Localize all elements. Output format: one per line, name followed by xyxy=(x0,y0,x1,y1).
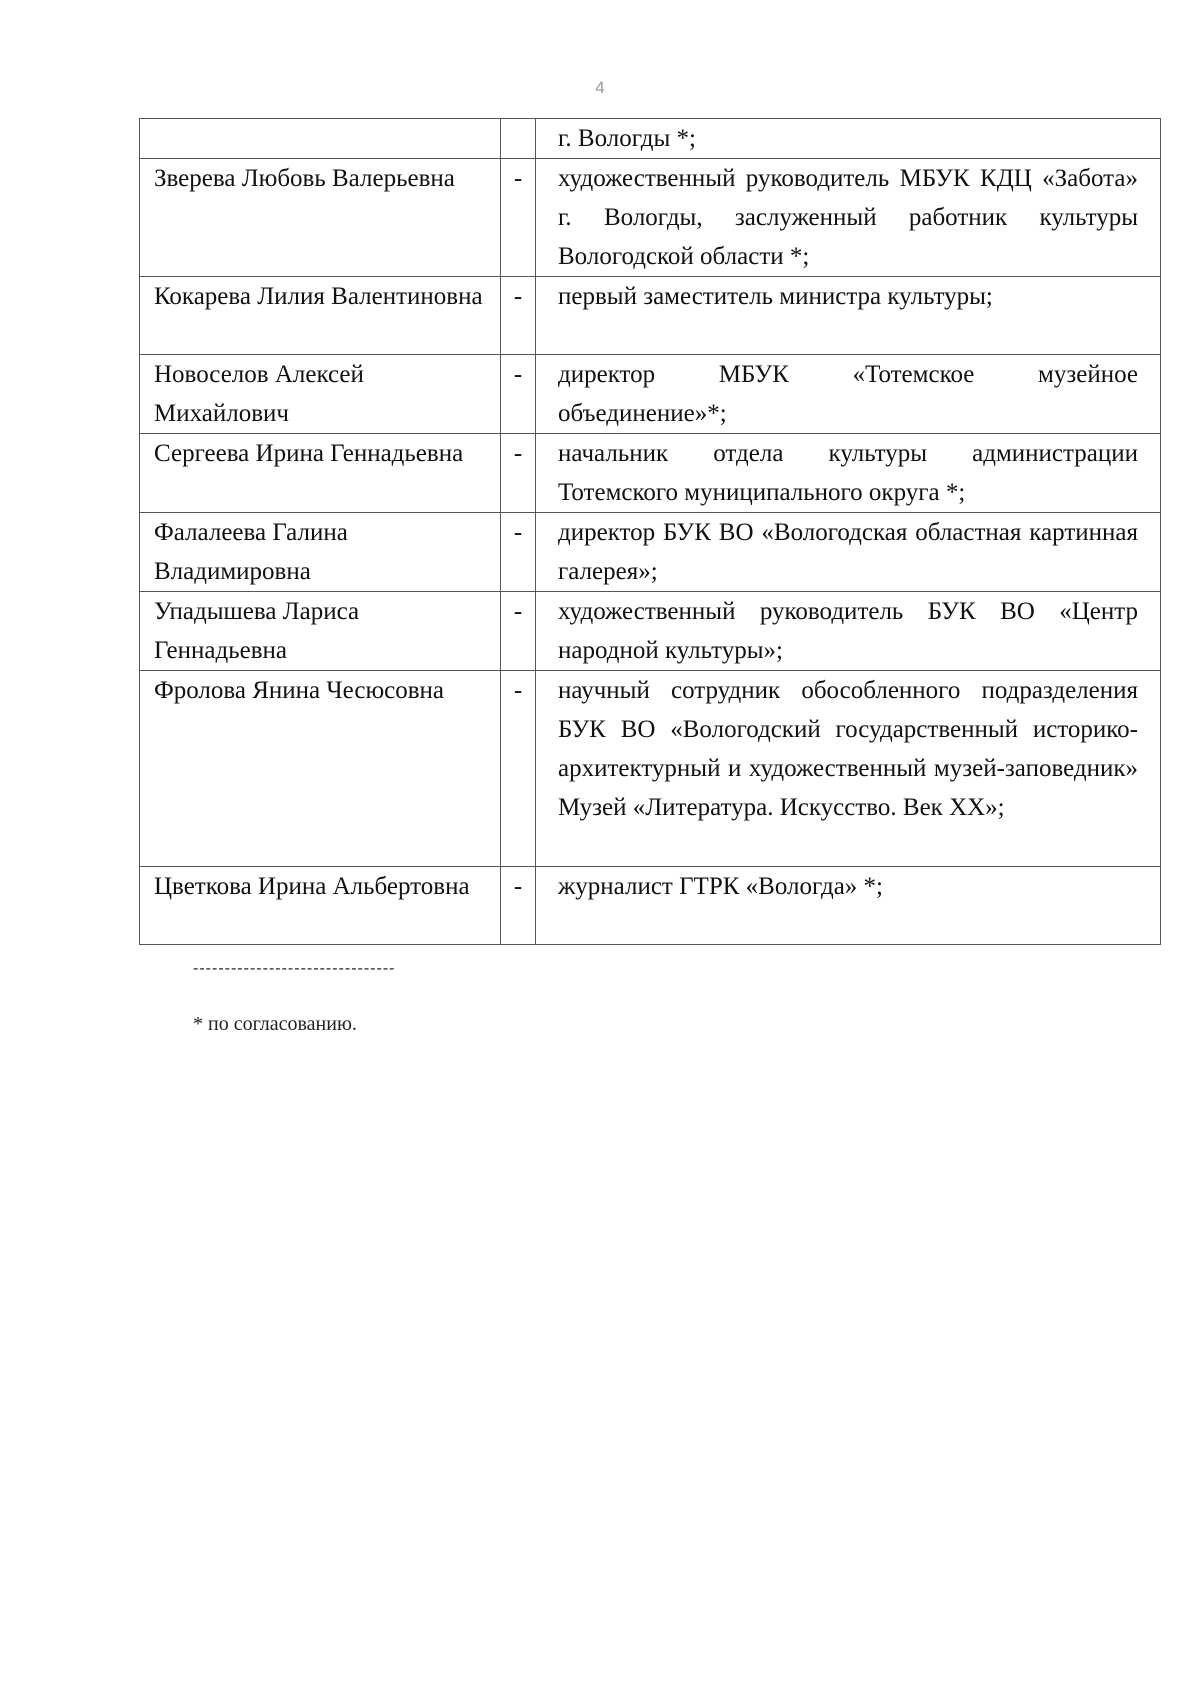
table-row xyxy=(140,119,1161,159)
member-role: директор БУК ВО «Вологодская областная картинная галерея»; xyxy=(536,513,1161,592)
table-row xyxy=(140,159,1161,277)
member-role: научный сотрудник обособленного подразделения БУК ВО «Вологодский государственный историко-архитектурный и художественный музей-заповедник» Музей «Литература. Искусство. Век XX»; xyxy=(536,671,1161,867)
table-row xyxy=(140,867,1161,945)
dash-cell: - xyxy=(501,434,536,513)
table-row xyxy=(140,671,1161,867)
table-row xyxy=(140,434,1161,513)
member-role: г. Вологды *; xyxy=(536,119,1161,159)
member-name: Сергеева Ирина Геннадьевна xyxy=(140,434,501,513)
dash-cell: - xyxy=(501,592,536,671)
footnote: * по согласованию. xyxy=(193,1013,357,1035)
dash-cell: - xyxy=(501,355,536,434)
table-row xyxy=(140,592,1161,671)
member-name xyxy=(140,119,501,159)
member-name: Новоселов Алексей Михайлович xyxy=(140,355,501,434)
member-role: начальник отдела культуры администрации Тотемского муниципального округа *; xyxy=(536,434,1161,513)
dash-cell xyxy=(501,119,536,159)
member-role: художественный руководитель БУК ВО «Центр народной культуры»; xyxy=(536,592,1161,671)
table-row xyxy=(140,277,1161,355)
page-number: 4 xyxy=(595,78,605,97)
member-role: директор МБУК «Тотемское музейное объединение»*; xyxy=(536,355,1161,434)
dash-cell: - xyxy=(501,513,536,592)
member-name: Цветкова Ирина Альбертовна xyxy=(140,867,501,945)
dash-cell: - xyxy=(501,867,536,945)
dash-cell: - xyxy=(501,159,536,277)
dash-cell: - xyxy=(501,277,536,355)
member-name: Зверева Любовь Валерьевна xyxy=(140,159,501,277)
member-role: художественный руководитель МБУК КДЦ «Забота» г. Вологды, заслуженный работник культуры Вологодской области *; xyxy=(536,159,1161,277)
member-role: первый заместитель министра культуры; xyxy=(536,277,1161,355)
member-role: журналист ГТРК «Вологда» *; xyxy=(536,867,1161,945)
footnote-separator: -------------------------------- xyxy=(193,960,396,977)
member-name: Фролова Янина Чесюсовна xyxy=(140,671,501,867)
member-name: Фалалеева Галина Владимировна xyxy=(140,513,501,592)
table-row xyxy=(140,513,1161,592)
table-row xyxy=(140,355,1161,434)
dash-cell: - xyxy=(501,671,536,867)
member-name: Упадышева Лариса Геннадьевна xyxy=(140,592,501,671)
member-name: Кокарева Лилия Валентиновна xyxy=(140,277,501,355)
members-table xyxy=(139,118,1161,945)
